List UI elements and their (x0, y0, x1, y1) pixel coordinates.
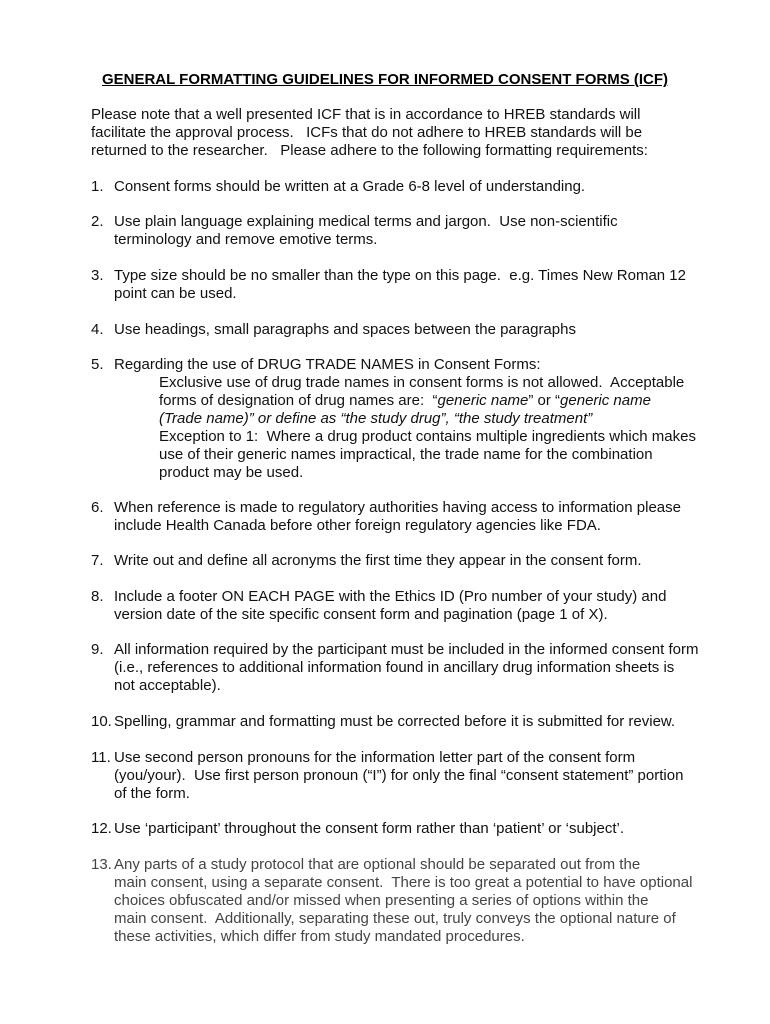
item-line: (i.e., references to additional information found in ancillary drug information sheets is (114, 659, 675, 676)
item-line: Include a footer ON EACH PAGE with the Ethics ID (Pro number of your study) and (114, 588, 667, 605)
sub-text-italic: generic name (560, 392, 651, 409)
item-line: main consent, using a separate consent. There is too great a potential to have optional (114, 874, 693, 891)
item-number: 8. (91, 588, 104, 605)
item-number: 10. (91, 713, 112, 730)
item-number: 5. (91, 356, 104, 373)
sub-text-italic: generic name (437, 392, 529, 409)
sub-line: Exclusive use of drug trade names in consent forms is not allowed. Acceptable (159, 374, 685, 391)
item-line: main consent. Additionally, separating these out, truly conveys the optional nature of (114, 910, 676, 927)
sub-line: product may be used. (159, 464, 304, 481)
item-number: 2. (91, 213, 104, 230)
item-number: 3. (91, 267, 104, 284)
item-line: Consent forms should be written at a Grade 6-8 level of understanding. (114, 178, 586, 195)
item-line: Use headings, small paragraphs and spaces between the paragraphs (114, 321, 576, 338)
item-line: Regarding the use of DRUG TRADE NAMES in Consent Forms: (114, 356, 541, 373)
intro-line: returned to the researcher. Please adhere to the following formatting requirements: (91, 142, 648, 159)
sub-line (159, 392, 719, 410)
item-line: All information required by the participant must be included in the informed consent form (114, 641, 699, 658)
item-number: 7. (91, 552, 104, 569)
item-number: 12. (91, 820, 112, 837)
sub-text: forms of designation of drug names are: “ (159, 392, 438, 409)
item-line: Use second person pronouns for the information letter part of the consent form (114, 749, 636, 766)
item-number: 4. (91, 321, 104, 338)
item-line: Spelling, grammar and formatting must be corrected before it is submitted for review. (114, 713, 676, 730)
item-line: Use ‘participant’ throughout the consent form rather than ‘patient’ or ‘subject’. (114, 820, 624, 837)
item-line: include Health Canada before other foreign regulatory agencies like FDA. (114, 517, 601, 534)
item-line: of the form. (114, 785, 190, 802)
sub-line: Exception to 1: Where a drug product contains multiple ingredients which makes (159, 428, 696, 445)
item-line: Any parts of a study protocol that are optional should be separated out from the (114, 856, 641, 873)
intro-line: facilitate the approval process. ICFs that do not adhere to HREB standards will be (91, 124, 643, 141)
item-line: point can be used. (114, 285, 237, 302)
item-line: version date of the site specific consent form and pagination (page 1 of X). (114, 606, 608, 623)
item-number: 13. (91, 856, 112, 873)
item-line: Write out and define all acronyms the first time they appear in the consent form. (114, 552, 642, 569)
item-line: terminology and remove emotive terms. (114, 231, 378, 248)
sub-line-italic: (Trade name)” or define as “the study drug”, “the study treatment” (159, 410, 593, 427)
item-line: choices obfuscated and/or missed when presenting a series of options within the (114, 892, 649, 909)
item-line: Use plain language explaining medical terms and jargon. Use non-scientific (114, 213, 618, 230)
item-number: 9. (91, 641, 104, 658)
item-number: 1. (91, 178, 104, 195)
sub-line: use of their generic names impractical, the trade name for the combination (159, 446, 653, 463)
item-number: 6. (91, 499, 104, 516)
intro-line: Please note that a well presented ICF that is in accordance to HREB standards will (91, 106, 641, 123)
drug-names-subsection (159, 374, 719, 482)
item-line: When reference is made to regulatory authorities having access to information please (114, 499, 681, 516)
item-line: (you/your). Use first person pronoun (“I”) for only the final “consent statement” portion (114, 767, 684, 784)
sub-text: ” or “ (528, 392, 561, 409)
page-title: GENERAL FORMATTING GUIDELINES FOR INFORMED CONSENT FORMS (ICF) (101, 71, 669, 88)
item-line: Type size should be no smaller than the type on this page. e.g. Times New Roman 12 (114, 267, 686, 284)
item-line: not acceptable). (114, 677, 221, 694)
item-line: these activities, which differ from study mandated procedures. (114, 928, 525, 945)
intro-paragraph (91, 106, 711, 160)
item-number: 11. (91, 749, 111, 766)
